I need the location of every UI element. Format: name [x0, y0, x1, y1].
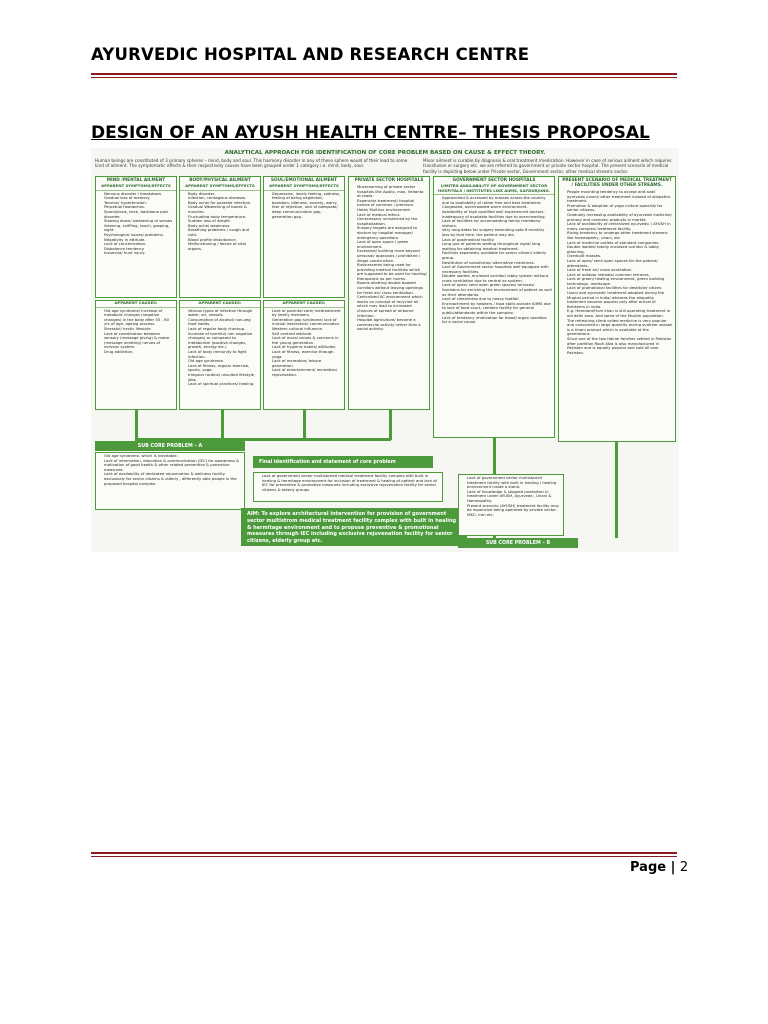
list-item: • Negativity in attitude.: [104, 238, 174, 243]
list-item: • Gradual loss of memory.: [104, 196, 174, 201]
body-sub: APPARENT SYMPTOMS/EFFECTS: [180, 184, 260, 191]
footer-rule: [91, 852, 677, 854]
list-item: • Lack of medical ethics.: [357, 213, 427, 218]
list-item: • Lack of fresh air/ cross ventilation.: [567, 268, 673, 273]
mind-causes-list: [96, 309, 176, 355]
list-item: • Double loaded, enclosed corridor/ lobby system without cross ventilation due to central ac system.: [442, 274, 552, 283]
mind-symptom-list: [96, 192, 176, 256]
list-item: • Promotion & adoption of yoga culture specially for senior citizens.: [567, 204, 673, 213]
list-item: • Unnecessary unmatched by the hospitalization.: [357, 217, 427, 226]
list-item: • Hospital agriculture/ become a commercial activity rather than a social activity.: [357, 318, 427, 332]
list-item: • Lack of government sector multistoried treatment facility with built in healing / healing environment inside a stand.: [467, 476, 561, 490]
arrow-mind-down: [135, 410, 138, 440]
list-item: • Lack of Government sector hospitals well equipped with necessary facilities.: [442, 265, 552, 274]
list-item: • Lack of availability of centralized ayurvedic / AYUSH in many complex/ treatment facility.: [567, 222, 673, 231]
list-item: • Surgery targets are assigned to doctors by hospital manager/ emergency operators.: [357, 226, 427, 240]
list-item: • Destitution of substitutes/ alternative medicines.: [442, 261, 552, 266]
body-causes-box: [179, 300, 261, 410]
list-item: • Lack of open/ semi open spaces for the patient/ attendants.: [567, 259, 673, 268]
body-ailment-box: [179, 176, 261, 298]
mind-ailment-box: [95, 176, 177, 298]
list-item: • Gradually increasing availability of ayurveda medicine/ primary and cosmetic products in market.: [567, 213, 673, 222]
body-causes-head: APPARENT CAUSES:: [180, 301, 260, 308]
body-head: BODY/PHYSICAL AILMENT: [189, 178, 251, 183]
list-item: • Lack of facilities for accomodating family members/ visitors.: [442, 219, 552, 228]
list-item: • Lack of parental care/ maltreatment by family members.: [272, 309, 342, 318]
footer-rule-thin: [91, 856, 677, 857]
list-item: • Nervous disorder / breakdown.: [104, 192, 174, 197]
soul-causes-list: [264, 309, 344, 378]
arrow-soul-down: [303, 410, 306, 440]
diagram-title: ANALYTICAL APPROACH FOR IDENTIFICATION OF CORE PROBLEM BASED ON CAUSE & EFFECT THEORY.: [224, 150, 546, 156]
sub-core-problem-a-box: [95, 452, 245, 510]
list-item: • Old age syndrome- which is inevitable.: [104, 454, 242, 459]
list-item: • Perpetual headaches.: [104, 205, 174, 210]
list-item: • Body ache/ weakness.: [188, 224, 258, 229]
list-item: • Lack of spiritual practices/ healing.: [188, 382, 258, 387]
sub-core-problem-a-label: SUB CORE PROBLEM – A: [95, 441, 245, 451]
list-item: • Very long dates for surgery extending upto 6 months/ less by that time, the patient may die.: [442, 228, 552, 237]
list-item: • Lack of outdoor retreats/ common terraces.: [567, 273, 673, 278]
list-item: • Lack of green/ healing environment, green building technology, landscape.: [567, 277, 673, 286]
list-item: • Overbuilt masses.: [567, 254, 673, 259]
list-item: • Lack of government sector multistoried medical treatment facility complex with built in healing & hermitage environment for inclusion of treatment & healing of patient and lack of IEC for preventive & promotive measures including exclusive rejuvenation facility for senior citizens & elderly groups.: [262, 474, 440, 492]
list-item: • Lack of tendency /motivation for blood/ organ donation for a social cause.: [442, 316, 552, 325]
list-item: • Lack of coordination between sensory (message giving) & motor (message omitting) nerves of nervous system.: [104, 332, 174, 350]
private-head: PRIVATE SECTOR HOSPITALS: [354, 178, 424, 183]
government-list: [434, 196, 554, 325]
sub-core-problem-b-box: [458, 474, 564, 536]
final-core-problem-box: [253, 472, 443, 502]
list-item: • Fluctuating body temperature.: [188, 215, 258, 220]
list-item: • Lack of hygienic habits/ attitudes.: [272, 345, 342, 350]
list-item: • Rooms allotting double booked corridors without leaving openings for fresh air/ cross ventilation.: [357, 281, 427, 295]
document-title: DESIGN OF AN AYUSH HEALTH CENTRE– THESIS PROPOSAL: [91, 123, 650, 143]
page-number: [630, 860, 688, 875]
list-item: • Increase of harmful/ non negative changes) or compared to metabolism (positive changes, growth, energy etc.): [188, 332, 258, 350]
body-symptom-list: [180, 192, 260, 252]
list-item: • Double loaded/ totally enclosed corridor & lobby planning.: [567, 245, 673, 254]
soul-causes-box: [263, 300, 345, 410]
government-head: GOVERNMENT SECTOR HOSPITALS: [452, 178, 536, 183]
list-item: • Lack of availability of dedicated rejuvenation & wellness facility exclusively for senior citizens & elderly , differently able people in the proposed hospital complex.: [104, 472, 242, 486]
list-item: • Spondylosis, neck, backbone pain disorder.: [104, 210, 174, 219]
sub-core-problem-b-label: SUB CORE PROBLEM – B: [458, 538, 578, 548]
arrow-other-down: [615, 442, 618, 538]
page-number-value: 2: [679, 860, 689, 875]
list-item: • Hotel/ Multilux environment.: [357, 208, 427, 213]
list-item: • Lack of postmedical facility.: [442, 238, 552, 243]
list-item: • Gradual Weakening of bones & muscles.: [188, 205, 258, 214]
list-item: • Generation gap syndrome/ lack of mutual interaction/ communication.: [272, 318, 342, 327]
header-rule-thin: [91, 77, 677, 78]
list-item: • Slowing down/ weakening of senses listening, sniffling, touch, gasping, sight.: [104, 219, 174, 233]
list-item: • Western cultural influence.: [272, 327, 342, 332]
list-item: • Lack of concentration.: [104, 242, 174, 247]
list-item: • Unani and ayurvedic treatment adopted during the Mughal period in India/ whereas the allopathy treatment become popular only after arrival of Britishers in india.: [567, 291, 673, 309]
other-streams-box: [558, 176, 676, 442]
private-sector-box: [348, 176, 430, 410]
list-item: • Old age syndrome.: [188, 359, 258, 364]
list-item: • Lack of entertainment/ recreation/ rejuvenation.: [272, 368, 342, 377]
list-item: • Blood profile disturbance.: [188, 238, 258, 243]
list-item: • Lack of open space / green environment.: [357, 240, 427, 249]
mind-causes-box: [95, 300, 177, 410]
list-item: • Malfunctioning / failure of vital organs.: [188, 242, 258, 251]
list-item: • Inadequacy of available facilities due to overcrowding.: [442, 215, 552, 220]
arrow-private-down: [389, 410, 392, 440]
list-item: • The refreshing climb called medicine is very popular and consumed in large quantity during summer season is a Unani product which is available at the generations.: [567, 319, 673, 337]
list-item: • Lack of moral values & concerns in the young generation.: [272, 336, 342, 345]
other-head: PRESENT SCENARIO OF MEDICAL TREATMENT / FACILITIES UNDER OTHER STREAMS.: [562, 178, 672, 188]
list-item: • Disbalance tendency.: [104, 247, 174, 252]
list-item: • Long que of patients waiting throughout night/ long waiting for obtaining medical treatment.: [442, 242, 552, 251]
list-item: • Present scenario (AYUSH) treatment facility may be expensive being operated by private sector. ISKO, Iran etc.: [467, 504, 561, 518]
list-item: • Insomnia/ hunt injury.: [104, 251, 174, 256]
sub-core-a-list: [96, 454, 244, 486]
header-rule: [91, 73, 677, 75]
list-item: • Lack of open/ semi open green spaces/ terraces/ fountains for enriching the environment of patient as well as their attendants.: [442, 283, 552, 297]
list-item: • People mounting tendency to accept and avail ayurveda /unani/ other treatment instead of allopathic treatment.: [567, 190, 673, 204]
list-item: • Encroachment by hawkers / food stalls outside AIIMS due to lack of food court, canteen facility for general public/attendants within the complex.: [442, 302, 552, 316]
header-title: AYURVEDIC HOSPITAL AND RESEARCH CENTRE: [91, 45, 530, 64]
list-item: • Availability of high qualified well experienced doctors.: [442, 210, 552, 215]
final-core-list: [254, 474, 442, 492]
page-label: Page: [630, 860, 667, 875]
list-item: • Expensive treatment/ hospital names of common / premium.: [357, 199, 427, 208]
list-item: • Facilities seperately available for senior citizen/ elderly group.: [442, 251, 552, 260]
list-item: • Sudden loss of weight.: [188, 219, 258, 224]
list-item: • Lack of medicine outlets of standard companies.: [567, 241, 673, 246]
list-item: • Lack of regular body checkup.: [188, 327, 258, 332]
list-item: • Self centred attitude.: [272, 332, 342, 337]
aim-statement: AIM: To explore architectural intervention for provision of government sector multistrom medical treatment facility complex with built in healing & hermitage environment and to propose preventive & promotional measures through IEC including exclusive rejuvenation facility for senior citizens, elderly group etc.: [241, 508, 467, 546]
list-item: • Lack of fitness, exercise through yoga.: [272, 350, 342, 359]
final-core-problem-label: Final identification and statement of core problem: [253, 456, 433, 468]
list-item: • E.g. Hamdard/Hum khan is still operating treatment in old delhi area. And some of the Muslim population.: [567, 309, 673, 318]
soul-ailment-box: [263, 176, 345, 298]
list-item: • Irregular routine/ unsuited lifestyle, jobs.: [188, 373, 258, 382]
body-causes-list: [180, 309, 260, 387]
list-item: • Mushrooming of private sector hospitals like Apollo, max, Vedanta at roads.: [357, 185, 427, 199]
list-item: • Lack of promotional facilities for destitute/ citizen.: [567, 286, 673, 291]
soul-symptom-list: [264, 192, 344, 220]
list-item: • Tension/ hypertension.: [104, 201, 174, 206]
list-item: • Since one of the two Hakim families settled in Pakistan after partition Rooh Afza is also manufactured in Pakistan and is equally popular and sold all over Pakistan.: [567, 337, 673, 355]
list-item: • Lack of body immunity to fight infection.: [188, 350, 258, 359]
mind-causes-head: APPARENT CAUSES:: [96, 301, 176, 308]
list-item: • Congested, overcrowded warm environment.: [442, 205, 552, 210]
list-item: • Psychological issues/ problems.: [104, 233, 174, 238]
page-separator: |: [666, 860, 680, 875]
list-item: • Rising tendency to undergo other treatment streams like homeopathy, unani, etc.: [567, 231, 673, 240]
list-item: • Lack of knowledge & stopped promotion in treatment under AYUSH, Ayurveda , Unani & Homeopathy.: [467, 490, 561, 504]
soul-head: SOUL/EMOTIONAL AILMENT: [270, 178, 338, 183]
list-item: • Breathing problems / cough and cold.: [188, 228, 258, 237]
sub-core-b-list: [459, 476, 563, 517]
list-item: • Excessive/ building more beyond personal/ approvals / prohibited / illegal construction.: [357, 249, 427, 263]
other-list: [559, 190, 675, 355]
list-item: • Various types of infection through water, air, vessels.: [188, 309, 258, 318]
government-sub: LIMITED AVAILABILITY OF GOVERNMENT SECTOR HOSPITALS / INSTITUTES LIKE AIIMS, SAFDURJUNG.: [434, 184, 554, 195]
list-item: • Infection, contagious diseases.: [188, 196, 258, 201]
list-item: • Body disorder.: [188, 192, 258, 197]
soul-causes-head: APPARENT CAUSES:: [264, 301, 344, 308]
list-item: • Drug addiction.: [104, 350, 174, 355]
list-item: • Centralized AC environment which works on concept of recycled air which may lead to increased chances of spread of airborne infection.: [357, 295, 427, 318]
government-sector-box: [433, 176, 555, 438]
cause-effect-diagram: [91, 148, 679, 552]
list-item: • Lack of cleanliness due to heavy footfall.: [442, 297, 552, 302]
arrow-body-down: [221, 410, 224, 440]
list-item: • Body ache/ for parasite infection.: [188, 201, 258, 206]
mind-head: MIND /MENTAL AILMENT: [106, 178, 166, 183]
private-list: [349, 185, 429, 332]
list-item: • Depression, lonely feeling, sadness, feeling of being neglected, boredom, idleness, anxiety, worry, fear of rejection, lack of adequate/ deep communication gap, generation gap.: [272, 192, 342, 220]
mind-sub: APPARENT SYMPTOMS/EFFECTS: [96, 184, 176, 191]
list-item: • Stressful/ hectic lifestyle.: [104, 327, 174, 332]
intro-left: Human beings are constituted of 3 primary spheres – mind, body and soul. This harmony disorder in any of these sphere would of their lead to some kind of ailment. The symptomatic effects & their respectively causes have been grouped under 1 category i.e. mind, body, soul.: [95, 158, 408, 169]
intro-right: Minor ailment is curable by diagnosis & oral treatment /medication. However in case of serious ailment which requires transfusion or surgery etc. we are referred to government or private sector hospital. The present scenario of medical facility is depicting below under Private sector, Government sector, other medical streams sector.: [423, 158, 672, 174]
list-item: • Lack of information, education & communication (IEC) for awareness & motivation of good health & other related preventive & promotive measures.: [104, 459, 242, 473]
list-item: • Approached & accessed by masses across the country due to availability of rather free and best treatment.: [442, 196, 552, 205]
soul-sub: APPARENT SYMPTOMS/EFFECTS: [264, 184, 344, 191]
list-item: • Consumption of alcohol/ non-veg food habits.: [188, 318, 258, 327]
list-item: • Lack of fitness, regular exercise, sports, yoga.: [188, 364, 258, 373]
list-item: • Lack of recreation/ leisure generation.: [272, 359, 342, 368]
list-item: • Old age syndrome/ increase of metabolic changes (negative changes) in the body after 55 - 60 yrs of age- ageing process.: [104, 309, 174, 327]
list-item: • Businessmen being used for providing medical facilities which are supposed to be used for healing/ therapeutic as per norms.: [357, 263, 427, 281]
